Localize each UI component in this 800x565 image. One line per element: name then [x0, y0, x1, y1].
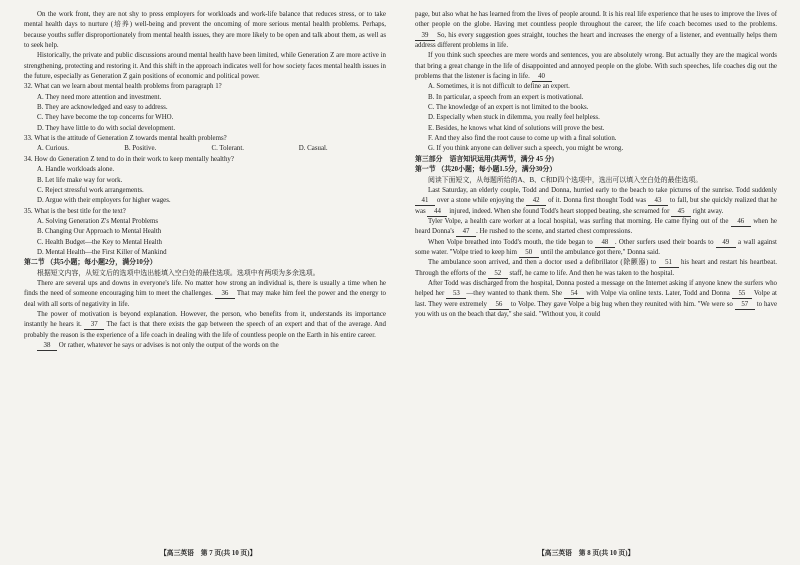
- passage-text: That may make him feel the power and the energy to deal with all sorts of negativity in life.: [24, 290, 386, 308]
- answer-option[interactable]: B. Positive.: [124, 145, 157, 153]
- answer-option[interactable]: D. Casual.: [298, 145, 328, 153]
- cloze-option[interactable]: F. And they also find the root cause to come up with a final solution.: [428, 135, 617, 143]
- answer-blank-55[interactable]: 55: [732, 290, 752, 299]
- question-34: [24, 155, 386, 207]
- answer-option[interactable]: A. Curious.: [37, 145, 69, 153]
- answer-options-row: [24, 144, 386, 154]
- question-stem: 33. What is the attitude of Generation Z towards mental health problems?: [24, 135, 227, 143]
- question-stem: 35. What is the best title for the text?: [24, 207, 126, 215]
- answer-blank-44[interactable]: 44: [427, 208, 447, 217]
- answer-option[interactable]: A. Solving Generation Z's Mental Problems: [37, 217, 159, 225]
- right-page: [415, 10, 777, 320]
- passage-text: to Volpe. They gave Volpe a big hug when they reunited with him. "We were so: [510, 300, 733, 308]
- answer-option[interactable]: B. Changing Our Approach to Mental Health: [37, 228, 162, 236]
- cloze-paragraph-3: [24, 341, 386, 351]
- answer-option[interactable]: D. They have little to do with social development.: [37, 124, 176, 132]
- question-33: [24, 134, 386, 155]
- passage-text: After Todd was discharged from the hospital, Donna posted a message on the Internet asking if anyone knew the surfers who helped her: [415, 279, 777, 298]
- answer-option[interactable]: A. They need more attention and investment.: [37, 93, 162, 101]
- answer-blank-47[interactable]: 47: [456, 228, 476, 237]
- cloze-option[interactable]: E. Besides, he knows what kind of solutions will prove the best.: [428, 124, 605, 132]
- answer-option[interactable]: C. Tolerant.: [211, 145, 244, 153]
- paragraph-historically: Historically, the private and public discussions around mental health have been limited, while Generation Z are more active in strengthening, protecting and restoring it. And this shift in the approach indicates well for how society faces mental health issues in the future, especially as Generation Z gain positions of economic and political power.: [24, 52, 386, 81]
- passage-text: when he heard Donna's: [415, 217, 777, 236]
- answer-option[interactable]: C. Reject stressful work arrangements.: [37, 186, 144, 194]
- question-stem: 32. What can we learn about mental health problems from paragraph 1?: [24, 83, 222, 91]
- cloze-option[interactable]: C. The knowledge of an expert is not limited to the books.: [428, 104, 589, 112]
- answer-blank-36[interactable]: 36: [215, 290, 235, 299]
- passage-text: Tyler Volpe, a health care worker at a local hospital, was surfing that morning. He came flying out of the: [428, 217, 729, 225]
- section-1-heading: 第一节 （共20小题；每小题1.5分，满分30分）: [415, 166, 557, 174]
- passage-text: The fact is that there exists the gap between the speech of an expert and that of the average. And probably the reason is the experience of a life coach in dealing with the life of countless people on the Earth in his entire career.: [24, 321, 387, 339]
- answer-blank-46[interactable]: 46: [731, 218, 751, 227]
- answer-blank-51[interactable]: 51: [659, 259, 679, 268]
- section-1-instruction: 阅读下面短文，从每题所给的A、B、C和D四个选项中，选出可以填入空白处的最佳选项。: [428, 176, 703, 184]
- question-stem: 34. How do Generation Z tend to do in their work to keep mentally healthy?: [24, 155, 234, 163]
- section-2-instruction: 根据短文内容，从短文后的选项中选出能填入空白处的最佳选项。选项中有两项为多余选项。: [37, 269, 320, 277]
- passage-text: a wall against some water. "Volpe tried to keep him: [415, 238, 777, 256]
- answer-blank-40[interactable]: 40: [532, 73, 552, 82]
- passage-text: —they wanted to thank them. She: [466, 290, 563, 298]
- passage-text: page, but also what he has learned from the lives of people around. It is his real life experience that he uses to improve the lives of other people on the globe. Having met countless people throughout the career, the life coach becomes used to the problems.: [415, 11, 777, 29]
- answer-blank-50[interactable]: 50: [519, 249, 539, 258]
- passage-text: his heart and restart his heartbeat. Through the efforts of the: [415, 259, 777, 277]
- paragraph-continued: [415, 10, 777, 51]
- story-paragraph-5: [415, 279, 777, 320]
- answer-option[interactable]: C. They have become the top concerns for WHO.: [37, 114, 174, 122]
- answer-blank-41[interactable]: 41: [415, 197, 435, 206]
- cloze-option[interactable]: B. In particular, a speech from an expert is motivational.: [428, 93, 584, 101]
- left-page: [24, 10, 386, 351]
- passage-text: to fall, but she quickly realized that he was: [415, 197, 777, 215]
- passage-text: If you think such speeches are mere words and sentences, you are absolutely wrong. But actually they are the magical words that bring a great change in the life of disappointed and annoyed people on the globe. With such speeches, life coaches dig out the problems that the listener is facing in life.: [415, 52, 777, 81]
- paragraph-work-front: On the work front, they are not shy to press employers for workloads and work-life balance that reduces stress, or to take mental health days to nurture (培养) well-being and prevent the oncoming of more serious mental health problems. Perhaps, because youths suffer disproportionately from mental health issues, they are more likely to be open and talk about them, as well as to seek help.: [24, 11, 386, 50]
- answer-option[interactable]: B. They are acknowledged and easy to address.: [37, 104, 168, 112]
- answer-option[interactable]: A. Handle workloads alone.: [37, 166, 115, 174]
- page-footer-left: 【高三英语 第 7 页(共 10 页)】: [160, 550, 257, 557]
- cloze-paragraph-2: [24, 310, 386, 341]
- answer-blank-56[interactable]: 56: [489, 301, 509, 310]
- cloze-options: [415, 82, 777, 154]
- passage-text: So, his every suggestion goes straight, touches the heart and increases the energy of a listener, and eventually helps them address different problems in life.: [415, 31, 777, 50]
- passage-text: Volpe at last. They were extremely: [415, 290, 777, 308]
- answer-blank-57[interactable]: 57: [735, 301, 755, 310]
- answer-blank-54[interactable]: 54: [564, 290, 584, 299]
- cloze-option[interactable]: D. Especially when stuck in dilemma, you really feel helpless.: [428, 114, 600, 122]
- paragraph-if-you-think: [415, 51, 777, 82]
- answer-blank-53[interactable]: 53: [446, 290, 466, 299]
- answer-option[interactable]: D. Argue with their employers for higher wages.: [37, 197, 171, 205]
- answer-blank-39[interactable]: 39: [415, 32, 435, 41]
- answer-blank-48[interactable]: 48: [595, 239, 615, 248]
- passage-text: right away.: [692, 207, 724, 215]
- passage-text: of it. Donna first thought Todd was: [548, 197, 647, 205]
- passage-text: to have you with us on the beach that day," she said. "Without you, it could: [415, 300, 777, 318]
- answer-blank-37[interactable]: 37: [84, 321, 104, 330]
- passage-text: When Volpe breathed into Todd's mouth, the tide began to: [428, 238, 593, 246]
- passage-text: staff, he came to life. And then he was taken to the hospital.: [509, 269, 675, 277]
- passage-text: until the ambulance got there," Donna said.: [540, 248, 661, 256]
- passage-text: . He rushed to the scene, and started chest compressions.: [476, 228, 633, 236]
- passage-text: injured, indeed. When she found Todd's heart stopped beating, she screamed for: [449, 207, 670, 215]
- question-32: [24, 82, 386, 134]
- passage-text: There are several ups and downs in everyone's life. No matter how strong an individual is, there is usually a time when he finds the need of someone encouraging him to meet the challenges.: [24, 279, 386, 298]
- passage-text: The power of motivation is beyond explanation. However, the person, who benefits from it, understands its importance instantly he hears it.: [24, 310, 386, 329]
- cloze-paragraph-1: [24, 279, 386, 310]
- answer-option[interactable]: D. Mental Health—the First Killer of Mankind: [37, 248, 167, 256]
- passage-text: Last Saturday, an elderly couple, Todd and Donna, hurried early to the beach to take pictures of the sunrise. Todd suddenly: [428, 186, 777, 194]
- part-3-heading: 第三部分 语言知识运用(共两节，满分 45 分): [415, 155, 554, 163]
- story-paragraph-3: [415, 238, 777, 259]
- question-35: [24, 207, 386, 259]
- passage-text: The ambulance soon arrived, and then a doctor used a defibrillator (除颤器) to: [428, 259, 657, 267]
- answer-blank-45[interactable]: 45: [671, 208, 691, 217]
- answer-option[interactable]: C. Health Budget—the Key to Mental Health: [37, 238, 162, 246]
- passage-text: . Other surfers used their boards to: [614, 238, 714, 246]
- answer-blank-52[interactable]: 52: [488, 270, 508, 279]
- answer-blank-49[interactable]: 49: [716, 239, 736, 248]
- answer-blank-43[interactable]: 43: [648, 197, 668, 206]
- passage-text: with Volpe via online texts. Later, Todd and Donna: [586, 290, 730, 298]
- cloze-option[interactable]: A. Sometimes, it is not difficult to define an expert.: [428, 83, 570, 91]
- story-paragraph-4: [415, 258, 777, 279]
- answer-blank-42[interactable]: 42: [526, 197, 546, 206]
- answer-option[interactable]: B. Let life make way for work.: [37, 176, 123, 184]
- passage-text: Or rather, whatever he says or advises is not only the output of the words on the: [58, 342, 279, 349]
- section-2-heading: 第二节 （共5小题；每小题2分，满分10分）: [24, 259, 157, 267]
- page-footer-right: 【高三英语 第 8 页(共 10 页)】: [538, 550, 635, 557]
- passage-text: over a stone while enjoying the: [436, 197, 525, 205]
- cloze-option[interactable]: G. If you think anyone can deliver such a speech, you might be wrong.: [428, 145, 624, 153]
- answer-blank-38[interactable]: 38: [37, 342, 57, 351]
- story-paragraph-1: [415, 186, 777, 217]
- story-paragraph-2: [415, 217, 777, 238]
